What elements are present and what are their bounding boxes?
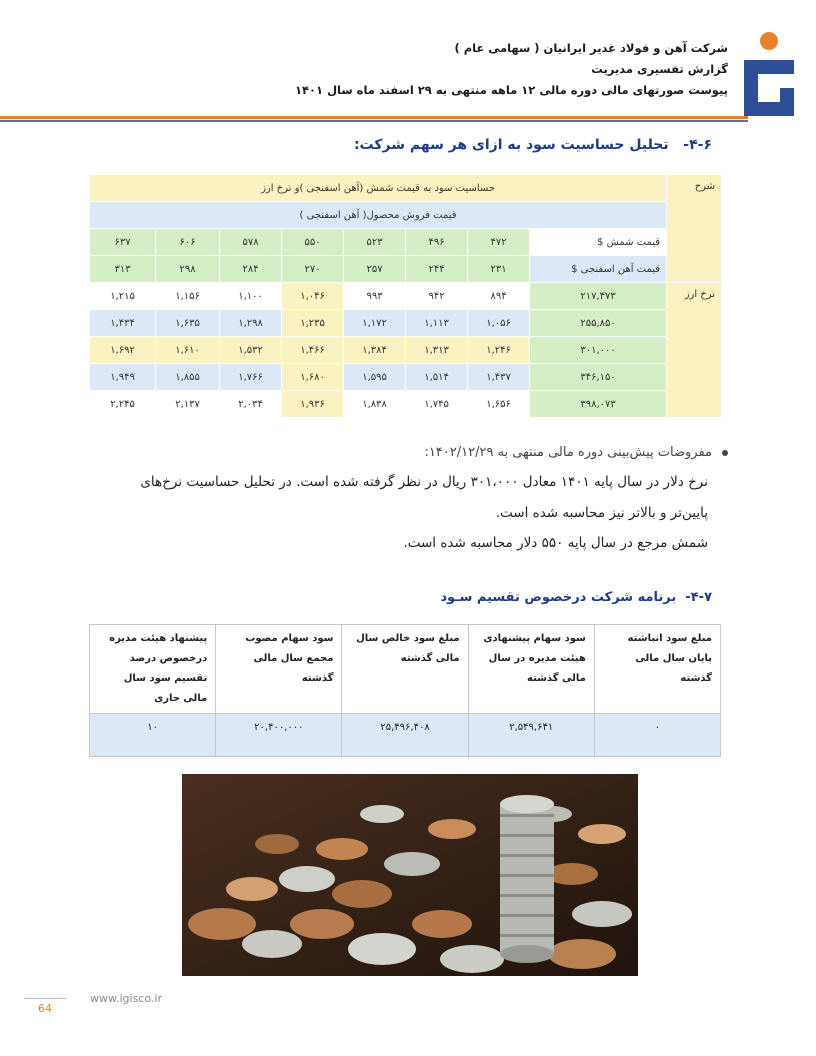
cell-value: ۲,۵۴۹,۶۴۱ — [468, 714, 594, 757]
eps-value: ۲,۱۳۷ — [156, 391, 220, 418]
eps-value: ۱,۳۱۳ — [406, 337, 468, 364]
fx-rate: ۳۰۱,۰۰۰ — [530, 337, 667, 364]
bullet-dot-icon — [722, 450, 728, 456]
assumptions-bullet — [168, 445, 728, 460]
billet-price: ۵۲۳ — [344, 229, 406, 256]
company-logo-icon — [738, 30, 800, 118]
report-name: گزارش تفسیری مدیریت — [591, 62, 728, 76]
eps-value: ۱,۴۳۴ — [90, 310, 156, 337]
table-row — [90, 283, 722, 310]
table-header-row — [90, 625, 721, 714]
table-row — [90, 364, 722, 391]
eps-value: ۱,۱۰۰ — [220, 283, 282, 310]
fx-label: نرخ ارز — [667, 283, 722, 418]
billet-price: ۶۳۷ — [90, 229, 156, 256]
fx-rate: ۳۹۸,۰۷۳ — [530, 391, 667, 418]
eps-value: ۲,۲۴۵ — [90, 391, 156, 418]
column-header: سود سهام پیشنهادی هیئت مدیره در سال مالی گذشته — [468, 625, 594, 714]
eps-value: ۱,۰۵۶ — [468, 310, 530, 337]
fx-rate: ۲۱۷,۴۷۳ — [530, 283, 667, 310]
header-rule-orange — [0, 116, 748, 119]
sponge-price: ۲۷۰ — [282, 256, 344, 283]
dividend-table — [89, 624, 721, 757]
eps-value: ۱,۶۱۰ — [156, 337, 220, 364]
main-header: حساسیت سود به قیمت شمش (آهن اسفنجی )و نرخ ارز — [90, 175, 667, 202]
eps-value: ۱,۸۵۵ — [156, 364, 220, 391]
eps-value: ۱,۶۹۲ — [90, 337, 156, 364]
eps-value: ۱,۱۷۲ — [344, 310, 406, 337]
eps-value: ۱,۷۴۵ — [406, 391, 468, 418]
column-header: مبلغ سود خالص سال مالی گذشته — [342, 625, 468, 714]
column-header: مبلغ سود انباشته پایان سال مالی گذشته — [594, 625, 720, 714]
sponge-price: ۲۳۱ — [468, 256, 530, 283]
section-number: ۴-۷- — [685, 590, 712, 605]
sensitivity-table — [89, 174, 722, 418]
eps-value: ۸۹۴ — [468, 283, 530, 310]
sponge-price: ۲۵۷ — [344, 256, 406, 283]
eps-value: ۱,۲۹۸ — [220, 310, 282, 337]
eps-value: ۱,۲۴۶ — [468, 337, 530, 364]
sponge-price: ۳۱۳ — [90, 256, 156, 283]
sub-header: قیمت فروش محصول( آهن اسفنجی ) — [90, 202, 667, 229]
eps-value: ۱,۴۶۶ — [282, 337, 344, 364]
billet-price: ۵۵۰ — [282, 229, 344, 256]
eps-value: ۱,۲۳۵ — [282, 310, 344, 337]
eps-value: ۱,۰۴۶ — [282, 283, 344, 310]
billet-price: ۶۰۶ — [156, 229, 220, 256]
billet-price-label: قیمت شمش $ — [530, 229, 667, 256]
coins-photo-icon — [182, 774, 638, 976]
eps-value: ۱,۵۱۴ — [406, 364, 468, 391]
footer-rule — [24, 998, 66, 999]
company-name: شرکت آهن و فولاد غدیر ایرانیان ( سهامی عام ) — [454, 41, 728, 55]
sponge-price: ۲۸۴ — [220, 256, 282, 283]
assumption-line: پایین‌تر و بالاتر نیز محاسبه شده است. — [495, 505, 708, 521]
eps-value: ۱,۹۳۶ — [282, 391, 344, 418]
eps-value: ۱,۶۳۵ — [156, 310, 220, 337]
billet-price: ۴۷۲ — [468, 229, 530, 256]
column-header: سود سهام مصوب مجمع سال مالی گذشته — [216, 625, 342, 714]
eps-value: ۱,۹۴۹ — [90, 364, 156, 391]
desc-header: شرح — [667, 175, 722, 283]
table-row — [90, 714, 721, 757]
column-header: پیشنهاد هیئت مدیره درخصوص درصد تقسیم سود سال مالی جاری — [90, 625, 216, 714]
report-header — [128, 38, 728, 101]
table-row — [90, 310, 722, 337]
section-heading: برنامه شرکت درخصوص تقسیم سـود — [440, 590, 677, 605]
cell-value: ۱۰ — [90, 714, 216, 757]
page-number: 64 — [38, 1002, 52, 1015]
eps-value: ۱,۷۶۶ — [220, 364, 282, 391]
eps-value: ۲,۰۳۴ — [220, 391, 282, 418]
eps-value: ۹۹۳ — [344, 283, 406, 310]
cell-value: ۲۵,۴۹۶,۴۰۸ — [342, 714, 468, 757]
sponge-price-label: قیمت آهن اسفنجی $ — [530, 256, 667, 283]
eps-value: ۱,۴۳۷ — [468, 364, 530, 391]
cell-value: ۲۰,۴۰۰,۰۰۰ — [216, 714, 342, 757]
eps-value: ۱,۳۸۴ — [344, 337, 406, 364]
report-subtitle: پیوست صورتهای مالی دوره مالی ۱۲ ماهه منتهی به ۲۹ اسفند ماه سال ۱۴۰۱ — [294, 83, 728, 97]
billet-price: ۴۹۶ — [406, 229, 468, 256]
cell-value: ۰ — [594, 714, 720, 757]
eps-value: ۱,۵۳۲ — [220, 337, 282, 364]
table-row — [90, 391, 722, 418]
assumptions-heading: مفروضات پیش‌بینی دوره مالی منتهی به ۱۴۰۲/۱۲/۲۹: — [424, 445, 712, 460]
section-title-dividend — [440, 590, 712, 605]
table-row — [90, 337, 722, 364]
eps-value: ۹۴۲ — [406, 283, 468, 310]
eps-value: ۱,۶۸۰ — [282, 364, 344, 391]
website-link[interactable]: www.igisco.ir — [90, 992, 162, 1005]
section-number: ۴-۶- — [683, 137, 712, 153]
eps-value: ۱,۵۹۵ — [344, 364, 406, 391]
sponge-price: ۲۴۴ — [406, 256, 468, 283]
eps-value: ۱,۱۵۶ — [156, 283, 220, 310]
fx-rate: ۲۵۵,۸۵۰ — [530, 310, 667, 337]
assumption-line: شمش مرجع در سال پایه ۵۵۰ دلار محاسبه شده است. — [403, 535, 708, 551]
section-title-sensitivity — [354, 137, 712, 153]
assumption-line: نرخ دلار در سال پایه ۱۴۰۱ معادل ۳۰۱،۰۰۰ ریال در نظر گرفته شده است. در تحلیل حساسیت نرخ‌های — [140, 474, 708, 490]
eps-value: ۱,۶۵۶ — [468, 391, 530, 418]
eps-value: ۱,۱۱۳ — [406, 310, 468, 337]
fx-rate: ۳۴۶,۱۵۰ — [530, 364, 667, 391]
eps-value: ۱,۸۳۸ — [344, 391, 406, 418]
billet-price: ۵۷۸ — [220, 229, 282, 256]
header-rule-navy — [0, 120, 748, 122]
eps-value: ۱,۲۱۵ — [90, 283, 156, 310]
section-heading: تحلیل حساسیت سود به ازای هر سهم شرکت: — [353, 137, 669, 153]
sponge-price: ۲۹۸ — [156, 256, 220, 283]
